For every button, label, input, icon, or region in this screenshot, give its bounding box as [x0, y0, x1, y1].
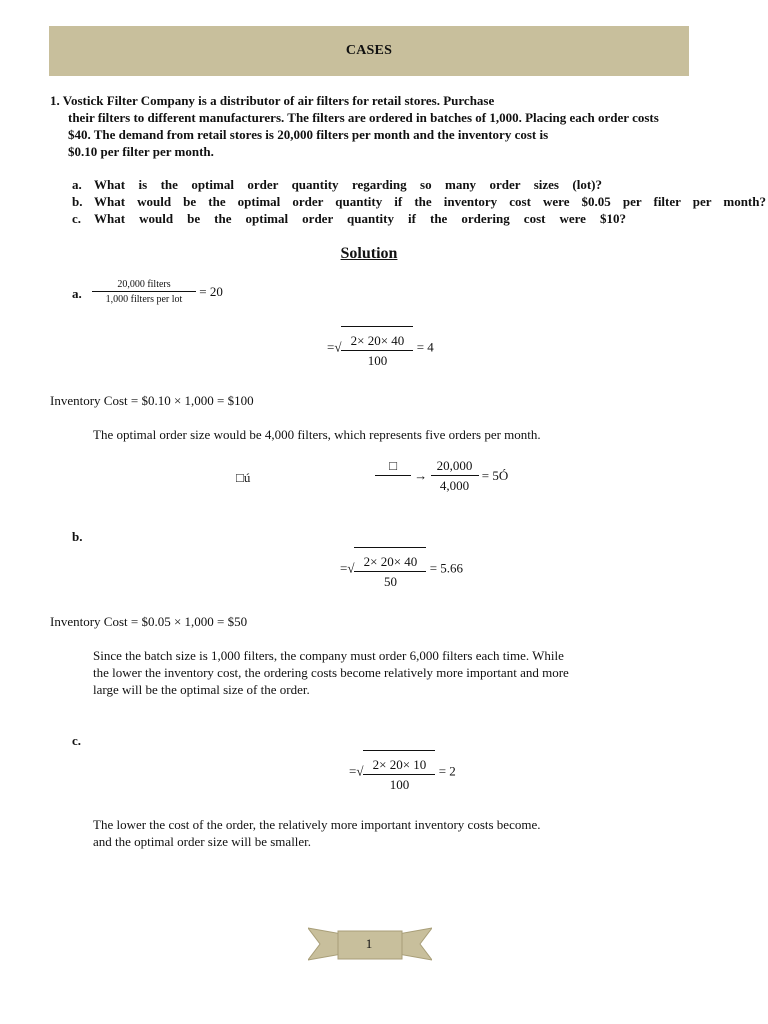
- paragraph-c-line-2: and the optimal order size will be smaller.: [93, 834, 312, 849]
- question-a: [72, 177, 602, 193]
- fraction-denominator: 50: [354, 571, 426, 590]
- inventory-cost-b: Inventory Cost = $0.05 × 1,000 = $50: [50, 614, 248, 629]
- paragraph-c-line-1: The lower the cost of the order, the relatively more important inventory costs become.: [93, 817, 541, 832]
- inventory-cost-a: Inventory Cost = $0.10 × 1,000 = $100: [50, 393, 254, 408]
- sqrt-prefix: =√: [327, 339, 342, 355]
- question-c: [72, 211, 626, 227]
- question-text: What would be the optimal order quantity if the ordering cost were $10?: [94, 211, 626, 226]
- problem-line-1: 1. Vostick Filter Company is a distributor of air filters for retail stores. Purchase: [50, 93, 495, 108]
- question-label: a.: [72, 177, 82, 192]
- conclusion-a: The optimal order size would be 4,000 filters, which represents five orders per month.: [93, 427, 541, 442]
- question-text: What would be the optimal order quantity if the inventory cost were $0.05 per filter per month?: [94, 194, 766, 209]
- paragraph-b-line-1: Since the batch size is 1,000 filters, the company must order 6,000 filters each time. While: [93, 648, 564, 663]
- page-number: 1: [365, 936, 373, 951]
- paragraph-b-line-2: the lower the inventory cost, the ordering costs become relatively more important and more: [93, 665, 569, 680]
- eoq-result: = 4: [416, 339, 434, 355]
- fraction-numerator: 20,000 filters: [117, 279, 171, 290]
- eoq-formula-b: [340, 547, 463, 590]
- question-label: b.: [72, 194, 83, 209]
- paragraph-b-line-3: large will be the optimal size of the order.: [93, 682, 310, 697]
- garbled-symbol: □ú: [236, 470, 251, 485]
- sqrt-prefix: =√: [349, 763, 364, 779]
- fraction-denominator: 4,000: [431, 475, 479, 494]
- page-title: CASES: [345, 43, 393, 58]
- solution-title: Solution: [340, 245, 398, 262]
- fraction-denominator: 1,000 filters per lot: [92, 291, 196, 305]
- eoq-formula-c: [349, 750, 456, 793]
- lots-result: = 20: [199, 284, 223, 299]
- fraction-denominator: 100: [341, 350, 413, 369]
- part-b-label: b.: [72, 529, 83, 544]
- part-c-label: c.: [72, 733, 82, 748]
- orders-result: = 5Ó: [481, 468, 509, 483]
- eoq-result: = 2: [438, 763, 456, 779]
- lots-formula: [92, 279, 223, 305]
- problem-line-3: $40. The demand from retail stores is 20,000 filters per month and the inventory cost is: [68, 127, 549, 142]
- fraction-numerator: □: [389, 458, 397, 473]
- orders-formula: □ → $\frac{20,000}{4,000}$ = 5Ó: [375, 458, 508, 494]
- fraction-denominator: 100: [363, 774, 435, 793]
- fraction-numerator: 2× 20× 40: [350, 333, 405, 348]
- problem-line-2: their filters to different manufacturers. The filters are ordered in batches of 1,000. Placing each order costs: [68, 110, 659, 125]
- sqrt-prefix: =√: [340, 560, 355, 576]
- question-text: What is the optimal order quantity regarding so many order sizes (lot)?: [94, 177, 602, 192]
- problem-line-4: $0.10 per filter per month.: [68, 144, 214, 159]
- fraction-numerator: 20,000: [436, 458, 473, 473]
- eoq-result: = 5.66: [429, 560, 464, 576]
- question-b: [72, 194, 766, 210]
- question-label: c.: [72, 211, 82, 226]
- fraction-numerator: 2× 20× 10: [372, 757, 427, 772]
- fraction-numerator: 2× 20× 40: [363, 554, 418, 569]
- eoq-formula-a: [327, 326, 434, 369]
- part-a-label: a.: [72, 286, 82, 301]
